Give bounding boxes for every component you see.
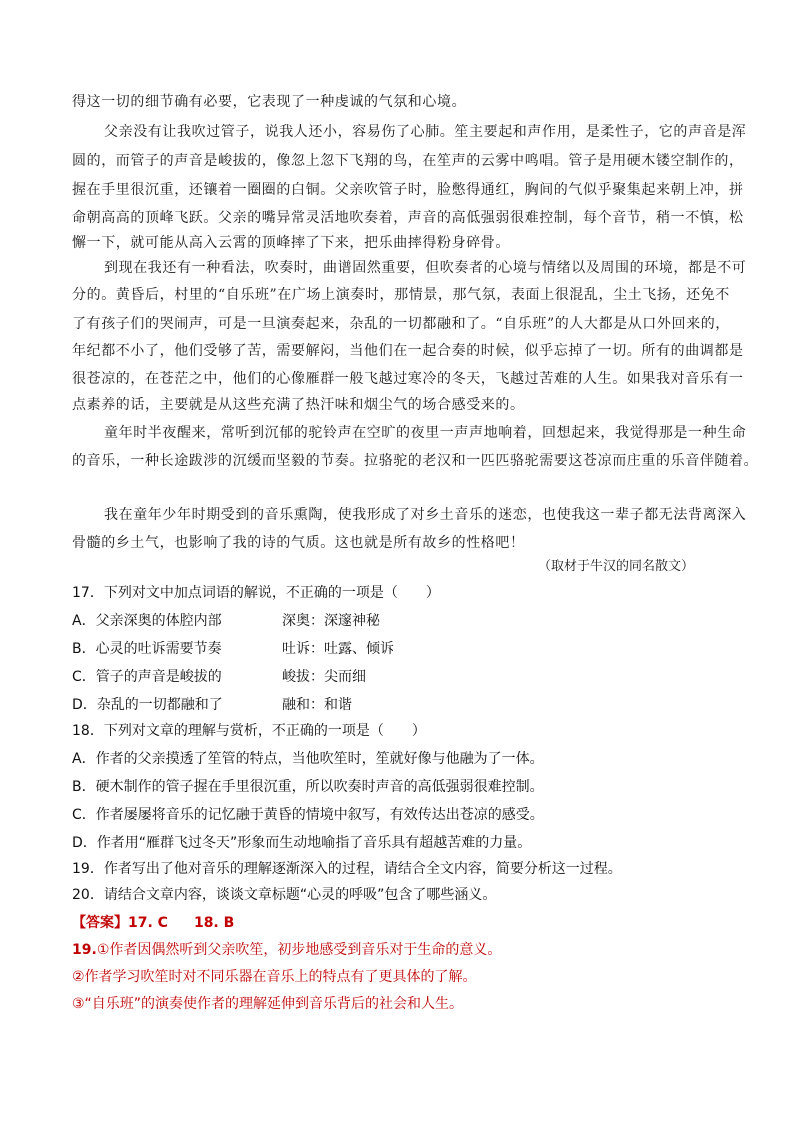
- answer-19-line-1: [72, 941, 501, 959]
- answer-17: 17. C: [128, 915, 168, 931]
- q17-option-a: A．父亲深奥的体腔内部: [72, 613, 222, 629]
- essay-line: 点素养的话，主要就是从这些充满了热汗味和烟尘气的场合感受来的。: [72, 397, 525, 413]
- q18-option-d: D．作者用“雁群飞过冬天”形象而生动地喻指了音乐具有超越苦难的力量。: [72, 835, 532, 851]
- question-18-stem: 18．下列对文章的理解与赏析，不正确的一项是（ ）: [72, 723, 426, 739]
- essay-line: 的音乐，一种长途跋涉的沉缓而坚毅的节奏。拉骆驼的老汉和一匹匹骆驼需要这苍凉而庄重的乐音伴随着。: [72, 453, 759, 469]
- essay-line: 了有孩子们的哭闹声，可是一旦演奏起来，杂乱的一切都融和了。“自乐班”的人大都是从口外回来的，: [72, 316, 730, 332]
- q17-option-d-gloss: 融和：和谐: [282, 697, 352, 713]
- answer-19-number: 19.: [72, 942, 97, 958]
- essay-line: 分的。黄昏后，村里的“自乐班”在广场上演奏时，那情景，那气氛，表面上很混乱，尘土飞扬，还免不: [72, 287, 730, 303]
- essay-line: 骨髓的乡土气，也影响了我的诗的气质。这也就是所有故乡的性格吧！: [72, 535, 525, 551]
- q17-option-b: B．心灵的吐诉需要节奏: [72, 641, 222, 657]
- q17-option-c-gloss: 峻拔：尖而细: [282, 669, 366, 685]
- answer-19-point: ②作者学习吹笙时对不同乐器在音乐上的特点有了更具体的了解。: [72, 969, 477, 985]
- q18-option-c: C．作者屡屡将音乐的记忆融于黄昏的情境中叙写，有效传达出苍凉的感受。: [72, 807, 544, 823]
- essay-line: 很苍凉的，在苍茫之中，他们的心像雁群一般飞越过寒冷的冬天，飞越过苦难的人生。如果我对音乐有一: [72, 371, 744, 387]
- q17-option-c: C．管子的声音是峻拔的: [72, 669, 222, 685]
- essay-line: 我在童年少年时期受到的音乐熏陶，使我形成了对乡土音乐的迷恋，也使我这一辈子都无法背离深入: [104, 507, 747, 523]
- source-citation: （取材于牛汉的同名散文）: [538, 559, 695, 574]
- q17-option-b-gloss: 吐诉：吐露、倾诉: [282, 641, 394, 657]
- answer-header: [72, 914, 234, 932]
- essay-line: 年纪都不小了，他们受够了苦，需要解闷，当他们在一起合奏的时候，似乎忘掉了一切。所有的曲调都是: [72, 343, 744, 359]
- essay-line: 童年时半夜醒来，常听到沉郁的驼铃声在空旷的夜里一声声地响着，回想起来，我觉得那是一种生命: [104, 425, 747, 441]
- q18-option-a: A．作者的父亲摸透了笙管的特点，当他吹笙时，笙就好像与他融为了一体。: [72, 751, 544, 767]
- essay-line: 圆的，而管子的声音是峻拔的，像忽上忽下飞翔的鸟，在笙声的云雾中鸣唱。管子是用硬木镂空制作的，: [72, 153, 744, 169]
- q18-option-b: B．硬木制作的管子握在手里很沉重，所以吹奏时声音的高低强弱很难控制。: [72, 779, 544, 795]
- question-20: 20．请结合文章内容，谈谈文章标题“心灵的呼吸”包含了哪些涵义。: [72, 887, 497, 903]
- essay-line: 父亲没有让我吹过管子，说我人还小，容易伤了心肺。笙主要起和声作用，是柔性子，它的声音是浑: [104, 124, 747, 140]
- essay-line: 懈一下，就可能从高入云霄的顶峰摔了下来，把乐曲摔得粉身碎骨。: [72, 235, 510, 251]
- answer-18: 18. B: [193, 915, 235, 931]
- essay-line: 握在手里很沉重，还镶着一圈圈的白铜。父亲吹管子时，脸憋得通红，胸间的气似乎聚集起来朝上冲，拼: [72, 182, 744, 198]
- question-17-stem: 17．下列对文中加点词语的解说，不正确的一项是（ ）: [72, 585, 440, 601]
- question-19: 19．作者写出了他对音乐的理解逐渐深入的过程，请结合全文内容，简要分析这一过程。: [72, 861, 622, 877]
- q17-option-d: D．杂乱的一切都融和了: [72, 697, 223, 713]
- answer-19-point: ①作者因偶然听到父亲吹笙，初步地感受到音乐对于生命的意义。: [96, 942, 502, 958]
- essay-line: 得这一切的细节确有必要，它表现了一种虔诚的气氛和心境。: [72, 94, 467, 110]
- answer-tag: 【答案】: [72, 915, 128, 931]
- answer-19-point: ③“自乐班”的演奏使作者的理解延伸到音乐背后的社会和人生。: [72, 996, 464, 1012]
- q17-option-a-gloss: 深奥：深邃神秘: [282, 613, 380, 629]
- essay-line: 命朝高高的顶峰飞跃。父亲的嘴异常灵活地吹奏着，声音的高低强弱很难控制，每个音节，稍一不慎，松: [72, 210, 744, 226]
- essay-line: 到现在我还有一种看法，吹奏时，曲谱固然重要，但吹奏者的心境与情绪以及周围的环境，都是不可: [104, 260, 747, 276]
